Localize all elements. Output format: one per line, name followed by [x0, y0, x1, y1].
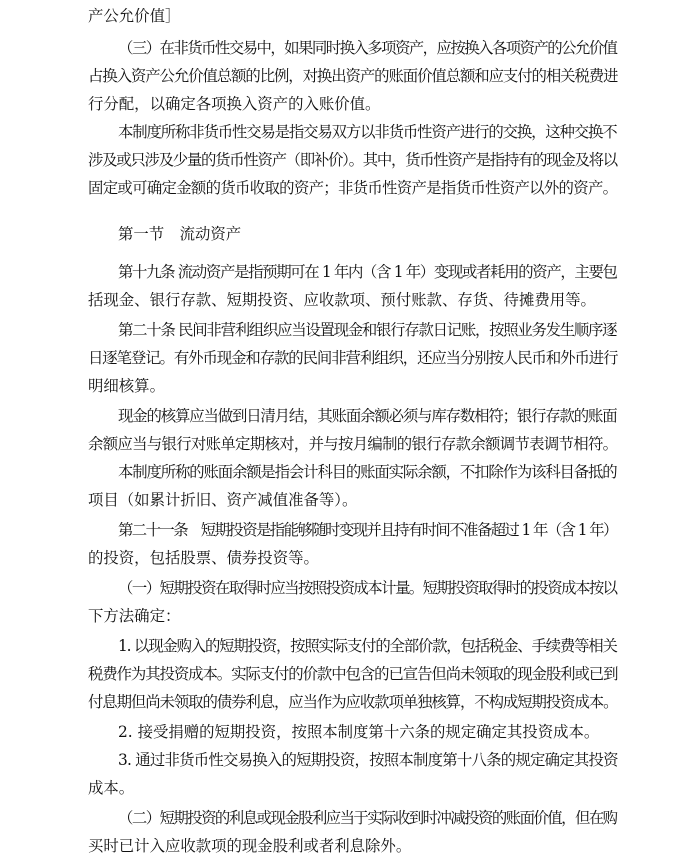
- paragraph-def-nonmonetary-line-1: 本制度所称非货币性交易是指交易双方以非货币性资产进行的交换，这种交换不: [118, 123, 617, 141]
- paragraph-def-nonmonetary-line-2: 涉及或只涉及少量的货币性资产（即补价）。其中，货币性资产是指持有的现金及将以: [88, 151, 617, 169]
- paragraph-cash-check-line-1: 现金的核算应当做到日清月结，其账面余额必须与库存数相符；银行存款的账面: [118, 407, 617, 425]
- article-19-line-2: 括现金、银行存款、短期投资、应收款项、预付账款、存货、待摊费用等。: [88, 291, 596, 309]
- article-20-line-1: 第二十条 民间非营利组织应当设置现金和银行存款日记账，按照业务发生顺序逐: [118, 321, 617, 339]
- paragraph-def-nonmonetary-line-3: 固定或可确定金额的货币收取的资产；非货币性资产是指货币性资产以外的资产。: [88, 179, 618, 197]
- item-3-line-1: 3. 通过非货币性交易换入的短期投资，按照本制度第十八条的规定确定其投资: [118, 751, 618, 769]
- article-21-line-2: 的投资，包括股票、债券投资等。: [88, 549, 319, 567]
- paragraph-cash-check-line-2: 余额应当与银行对账单定期核对，并与按月编制的银行存款余额调节表调节相符。: [88, 435, 618, 453]
- paragraph-yi-line-2: 下方法确定：: [88, 607, 181, 625]
- paragraph-san-line-3: 行分配，以确定各项换入资产的入账价值。: [88, 95, 381, 113]
- paragraph-carryover-line-1: 产公允价值］: [88, 7, 181, 25]
- paragraph-def-balance-line-1: 本制度所称的账面余额是指会计科目的账面实际余额，不扣除作为该科目备抵的: [118, 463, 617, 481]
- paragraph-san-line-1: （三）在非货币性交易中，如果同时换入多项资产，应按换入各项资产的公允价值: [118, 39, 617, 57]
- paragraph-er-line-2: 买时已计入应收款项的现金股利或者利息除外。: [88, 837, 412, 855]
- paragraph-def-balance-line-2: 项目（如累计折旧、资产减值准备等）。: [88, 491, 358, 509]
- item-1-line-1: 1. 以现金购入的短期投资，按照实际支付的全部价款，包括税金、手续费等相关: [118, 637, 617, 655]
- paragraph-san-line-2: 占换入资产公允价值总额的比例，对换出资产的账面价值总额和应支付的相关税费进: [88, 67, 618, 85]
- article-19-line-1: 第十九条 流动资产是指预期可在 1 年内（含 1 年）变现或者耗用的资产，主要包: [118, 263, 617, 281]
- article-20-line-3: 明细核算。: [88, 377, 165, 395]
- item-1-line-2: 税费作为其投资成本。实际支付的价款中包含的已宣告但尚未领取的现金股利或已到: [88, 665, 618, 683]
- article-20-line-2: 日逐笔登记。有外币现金和存款的民间非营利组织，还应当分别按人民币和外币进行: [88, 349, 618, 367]
- article-21-line-1: 第二十一条 短期投资是指能够随时变现并且持有时间不准备超过 1 年（含 1 年）: [118, 521, 617, 539]
- paragraph-yi-line-1: （一）短期投资在取得时应当按照投资成本计量。短期投资取得时的投资成本按以: [118, 579, 617, 597]
- item-3-line-2: 成本。: [88, 779, 135, 797]
- section-heading: 第一节 流动资产: [118, 225, 242, 243]
- item-1-line-3: 付息期但尚未领取的债券利息，应当作为应收款项单独核算，不构成短期投资成本。: [88, 693, 618, 711]
- item-2-line-1: 2. 接受捐赠的短期投资，按照本制度第十六条的规定确定其投资成本。: [118, 723, 600, 741]
- paragraph-er-line-1: （二）短期投资的利息或现金股利应当于实际收到时冲减投资的账面价值，但在购: [118, 809, 617, 827]
